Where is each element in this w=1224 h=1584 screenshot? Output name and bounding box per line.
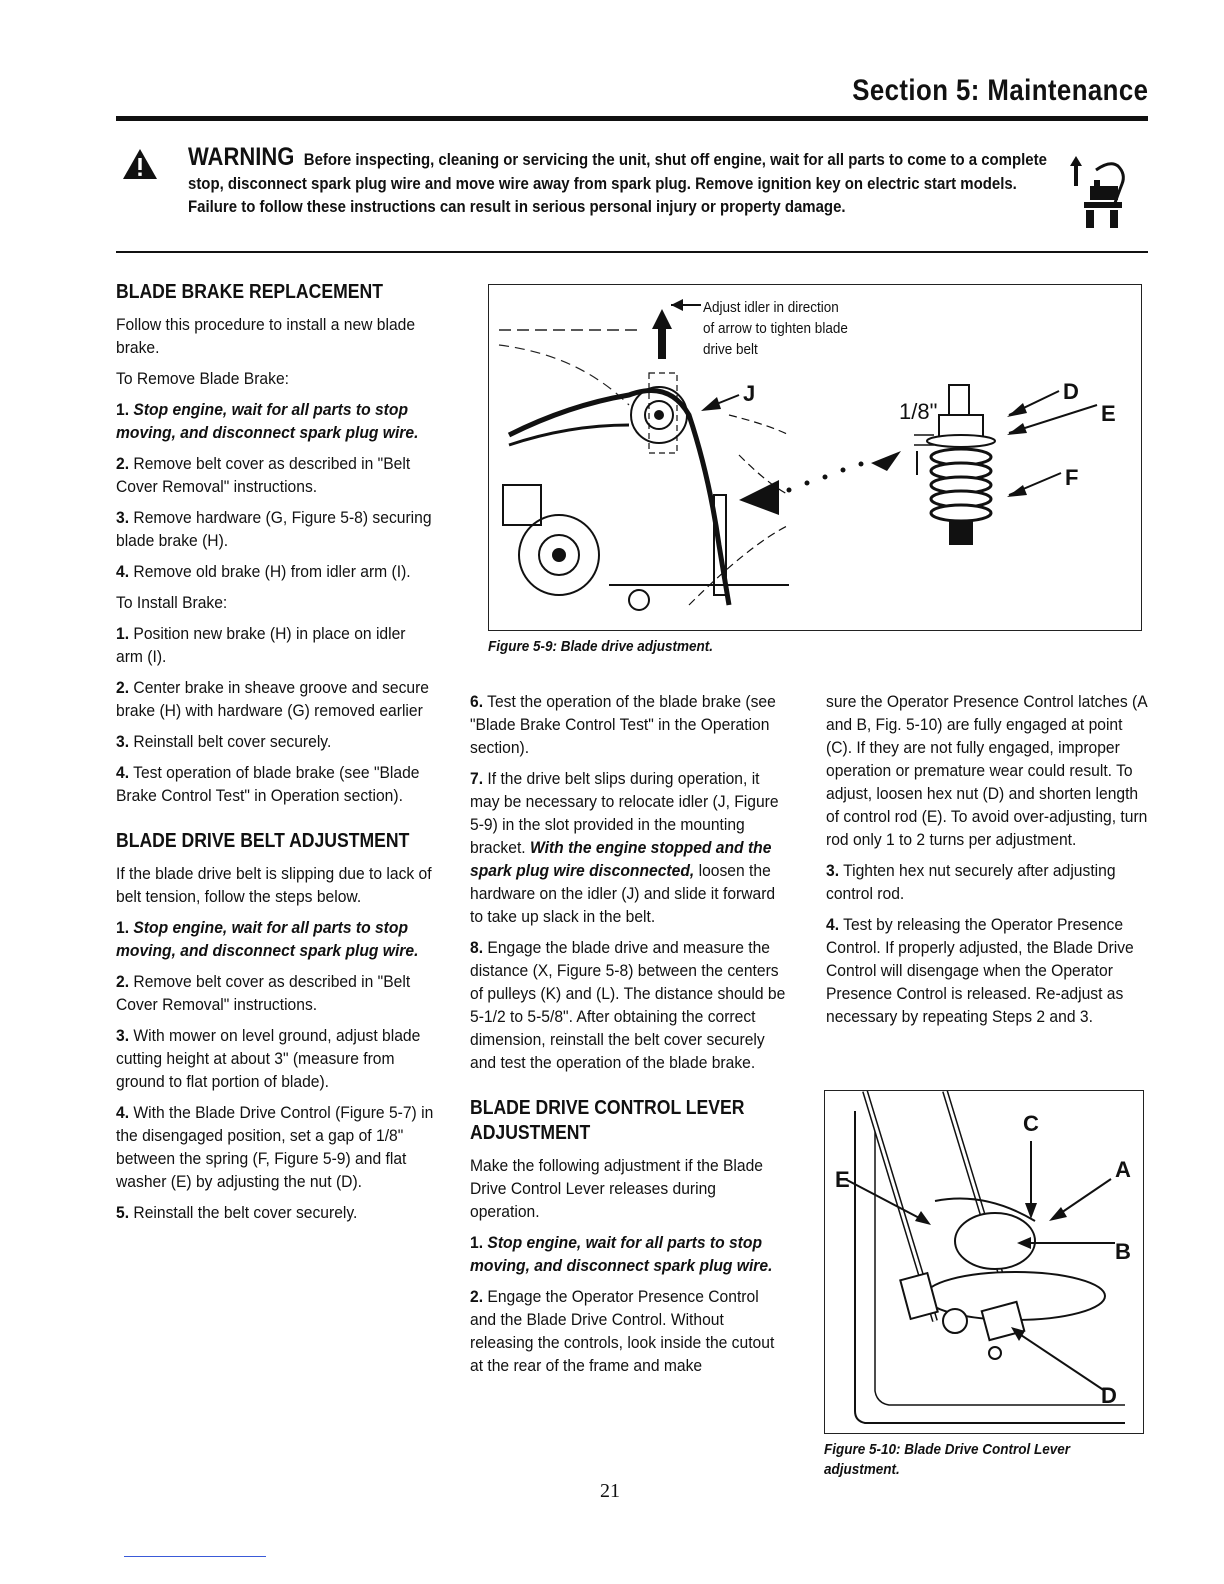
list-item — [826, 913, 1148, 1028]
list-item — [116, 1201, 434, 1224]
figure-5-10 — [824, 1090, 1144, 1434]
page-number: 21 — [600, 1480, 620, 1502]
list-item — [116, 452, 434, 498]
step-number: 2. — [116, 678, 130, 697]
heading-blade-drive-belt-adjustment: BLADE DRIVE BELT ADJUSTMENT — [116, 830, 410, 852]
label-c: C — [1023, 1111, 1039, 1136]
warning-label: WARNING — [188, 143, 295, 171]
heading-blade-brake-replacement: BLADE BRAKE REPLACEMENT — [116, 281, 383, 303]
column-3 — [826, 690, 1150, 1036]
paragraph: Follow this procedure to install a new blade brake. — [116, 315, 416, 357]
step-text: Tighten hex nut securely after adjusting control rod. — [826, 861, 1116, 903]
step-number: 3. — [826, 861, 840, 880]
warning-block — [188, 143, 1057, 219]
step-number: 3. — [116, 1026, 130, 1045]
step-number: 4. — [826, 915, 840, 934]
paragraph: To Install Brake: — [116, 593, 228, 612]
label-d: D — [1101, 1383, 1117, 1408]
step-number: 4. — [116, 562, 130, 581]
list-item — [470, 1231, 788, 1277]
step-text: Stop engine, wait for all parts to stop moving, and disconnect spark plug wire. — [470, 1233, 773, 1275]
step-text: Engage the blade drive and measure the distance (X, Figure 5-8) between the centers of pulleys (K) and (L). The distance should be 5-1/2 to 5-5/8". After obtaining the correct dimension, reinstall the belt cover securely and test the operation of the blade brake. — [470, 938, 786, 1072]
list-item — [116, 970, 434, 1016]
section-title: Section 5: Maintenance — [851, 74, 1148, 107]
list-item — [470, 1285, 788, 1377]
header-rule — [116, 116, 1148, 121]
step-number: 2. — [116, 972, 130, 991]
key-removal-icon — [1066, 150, 1132, 230]
step-text: If the drive belt slips during operation, it may be necessary to relocate idler (J, Figure 5-9) in the slot provided in the mounting bracket. — [470, 769, 779, 857]
step-text: Remove hardware (G, Figure 5-8) securing blade brake (H). — [116, 508, 432, 550]
step-text: Stop engine, wait for all parts to stop moving, and disconnect spark plug wire. — [116, 400, 419, 442]
step-number: 5. — [116, 1203, 130, 1222]
list-item — [116, 398, 434, 444]
step-text: With the Blade Drive Control (Figure 5-7) in the disengaged position, set a gap of 1/8" between the spring (F, Figure 5-9) and flat washer (E) by adjusting the nut (D). — [116, 1103, 434, 1191]
list-item — [116, 560, 434, 583]
figure-5-10-illustration — [825, 1091, 1143, 1433]
step-number: 7. — [470, 769, 484, 788]
step-text: Remove belt cover as described in "Belt Cover Removal" instructions. — [116, 454, 411, 496]
list-item — [470, 936, 788, 1074]
step-text: Remove old brake (H) from idler arm (I). — [133, 562, 411, 581]
list-item — [116, 506, 434, 552]
list-item — [116, 761, 434, 807]
paragraph: sure the Operator Presence Control latches (A and B, Fig. 5-10) are fully engaged at point (C). If they are not fully engaged, improper operation or premature wear could result. To adjust, loosen hex nut (D) and shorten length of control rod (E). To avoid over-adjusting, turn rod only 1 to 2 turns per adjustment. — [826, 692, 1148, 849]
paragraph: Make the following adjustment if the Blade Drive Control Lever releases during operation. — [470, 1156, 763, 1221]
step-number: 4. — [116, 763, 130, 782]
step-number: 2. — [470, 1287, 484, 1306]
adjust-idler-note — [703, 297, 848, 360]
step-number: 1. — [116, 918, 130, 937]
label-e: E — [1101, 401, 1116, 426]
step-number: 8. — [470, 938, 484, 957]
step-text: Stop engine, wait for all parts to stop moving, and disconnect spark plug wire. — [116, 918, 419, 960]
step-text: With mower on level ground, adjust blade cutting height at about 3" (measure from ground to flat portion of blade). — [116, 1026, 421, 1091]
step-text: Remove belt cover as described in "Belt Cover Removal" instructions. — [116, 972, 411, 1014]
figure-5-9-caption: Figure 5-9: Blade drive adjustment. — [488, 638, 714, 655]
column-2 — [470, 690, 790, 1385]
paragraph: To Remove Blade Brake: — [116, 369, 290, 388]
list-item — [470, 690, 788, 759]
step-text: loosen the hardware on the idler (J) and slide it forward to take up slack in the belt. — [470, 861, 776, 926]
figure-5-9 — [488, 284, 1142, 631]
heading-blade-drive-control-lever-adjustment: BLADE DRIVE CONTROL LEVER ADJUSTMENT — [470, 1097, 745, 1144]
paragraph: If the blade drive belt is slipping due to lack of belt tension, follow the steps below. — [116, 864, 432, 906]
list-item — [116, 916, 434, 962]
step-number: 3. — [116, 508, 130, 527]
warning-icon — [122, 148, 158, 180]
label-b: B — [1115, 1239, 1131, 1264]
step-number: 3. — [116, 732, 130, 751]
label-e: E — [835, 1167, 850, 1192]
step-text: Position new brake (H) in place on idler arm (I). — [116, 624, 406, 666]
list-item — [470, 767, 788, 928]
step-number: 2. — [116, 454, 130, 473]
step-text: Center brake in sheave groove and secure brake (H) with hardware (G) removed earlier — [116, 678, 430, 720]
label-f: F — [1065, 465, 1079, 490]
list-item — [116, 730, 434, 753]
note-line-3: drive belt — [703, 341, 758, 358]
column-1 — [116, 280, 436, 1232]
step-number: 6. — [470, 692, 484, 711]
step-text: Reinstall the belt cover securely. — [133, 1203, 358, 1222]
label-gap: 1/8" — [899, 399, 938, 424]
label-a: A — [1115, 1157, 1131, 1182]
list-item — [116, 676, 434, 722]
list-item — [116, 1024, 434, 1093]
step-number: 4. — [116, 1103, 130, 1122]
step-number: 1. — [116, 400, 130, 419]
warning-text: Before inspecting, cleaning or servicing the unit, shut off engine, wait for all parts to come to a complete stop, disconnect spark plug wire and move wire away from spark plug. Remove ignition key on electric start models. Failure to follow these instructions can result in serious personal injury or property damage. — [188, 150, 1047, 216]
step-text-emphasis: With the engine stopped and the spark plug wire disconnected, — [470, 838, 772, 880]
step-number: 1. — [470, 1233, 484, 1252]
step-number: 1. — [116, 624, 130, 643]
label-d: D — [1063, 379, 1079, 404]
step-text: Test operation of blade brake (see "Blade Brake Control Test" in Operation section). — [116, 763, 420, 805]
note-line-2: of arrow to tighten blade — [703, 320, 848, 337]
list-item — [116, 622, 434, 668]
figure-5-10-caption: Figure 5-10: Blade Drive Control Lever adjustment. — [824, 1441, 1071, 1478]
step-text: Test the operation of the blade brake (see "Blade Brake Control Test" in the Operation section). — [470, 692, 776, 757]
list-item — [826, 859, 1148, 905]
note-line-1: Adjust idler in direction — [703, 299, 839, 316]
step-text: Test by releasing the Operator Presence Control. If properly adjusted, the Blade Drive Control will disengage when the Operator Presence Control is released. Re-adjust as necessary by repeating Steps 2 and 3. — [826, 915, 1134, 1026]
step-text: Engage the Operator Presence Control and the Blade Drive Control. Without releasing the controls, look inside the cutout at the rear of the frame and make — [470, 1287, 775, 1375]
list-item — [116, 1101, 434, 1193]
footer-line — [124, 1556, 266, 1557]
warning-rule — [116, 251, 1148, 253]
label-j: J — [743, 381, 756, 406]
step-text: Reinstall belt cover securely. — [133, 732, 332, 751]
